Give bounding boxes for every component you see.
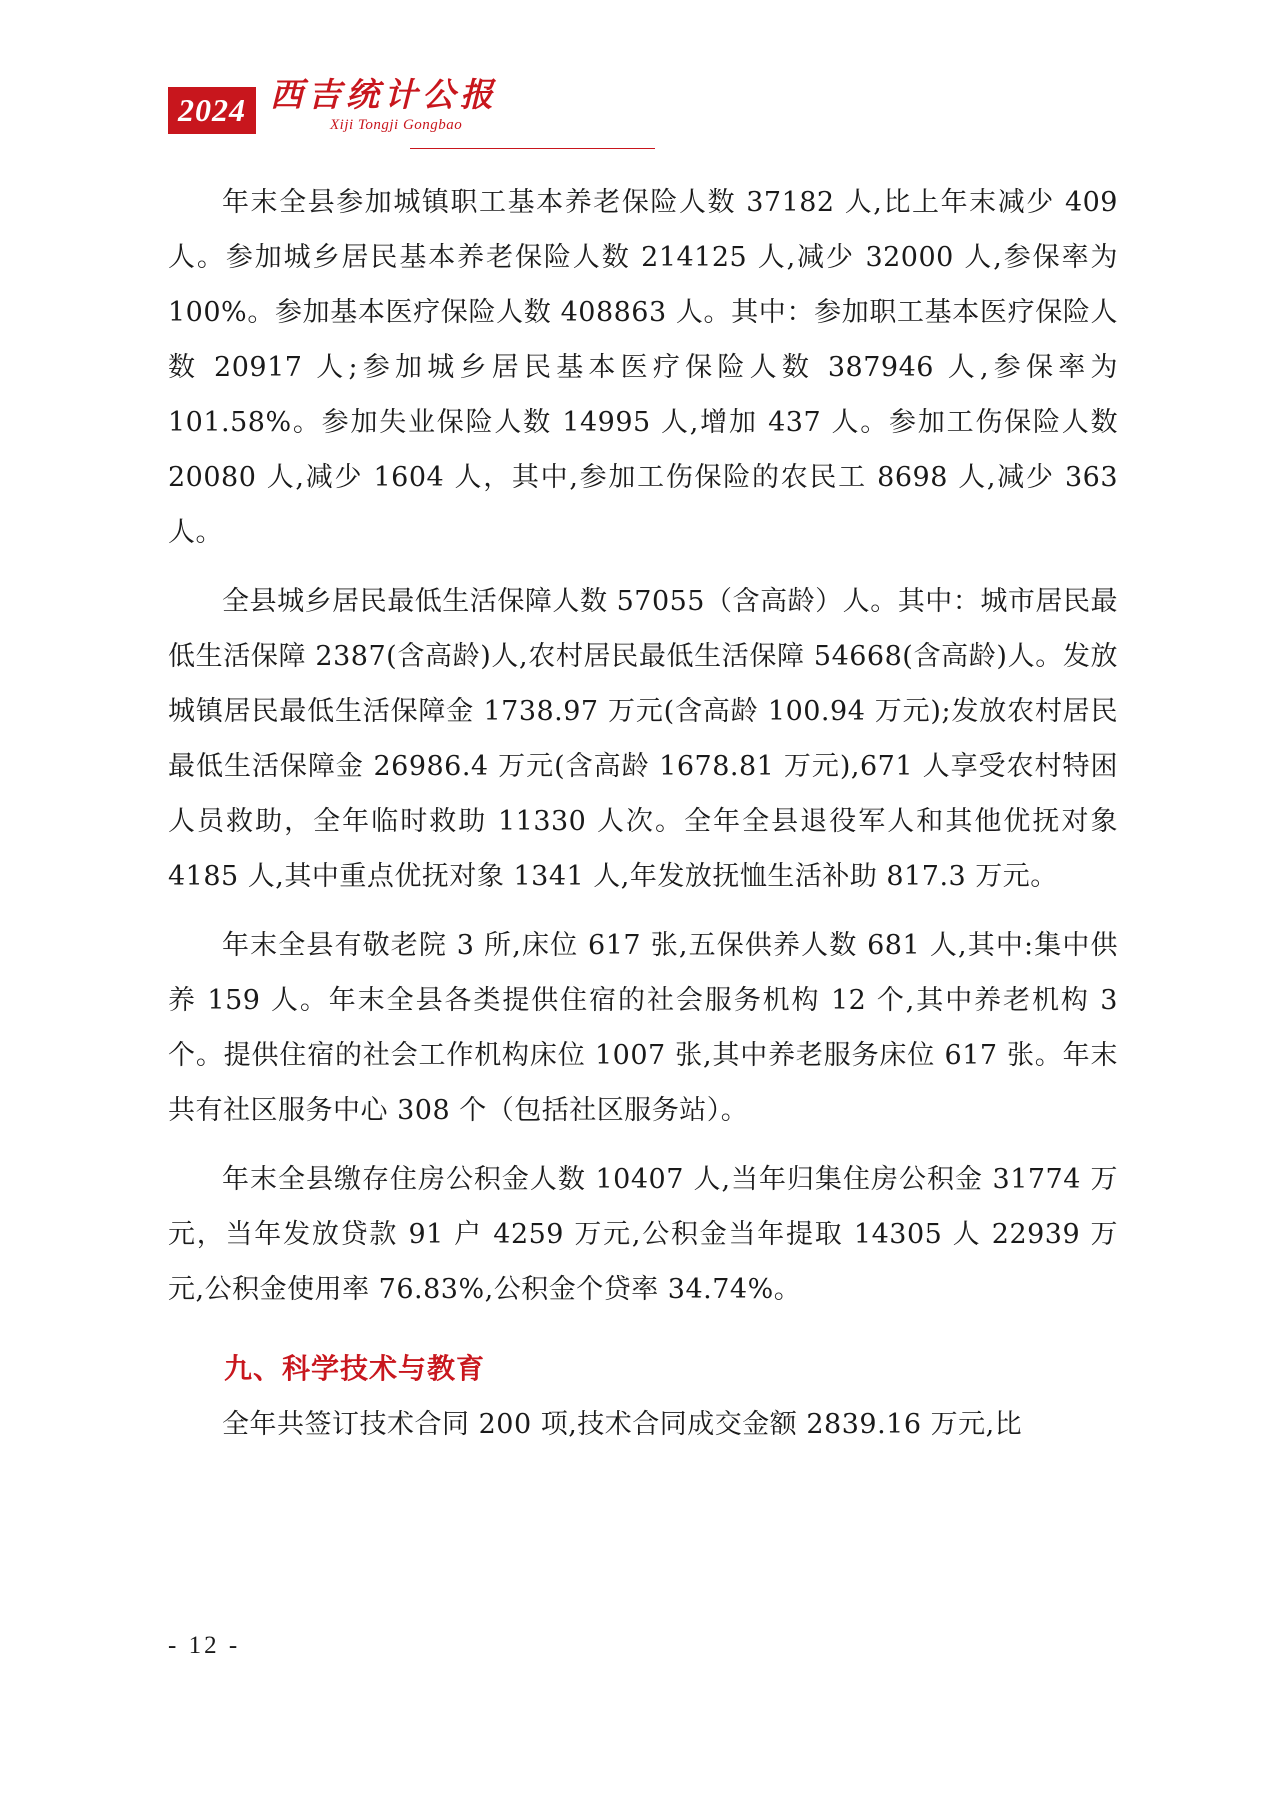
paragraph: 全年共签订技术合同 200 项,技术合同成交金额 2839.16 万元,比 [222, 1409, 1023, 1440]
paragraph: 全县城乡居民最低生活保障人数 57055（含高龄）人。其中：城市居民最低生活保障 2387(含高龄)人,农村居民最低生活保障 54668(含高龄)人。发放城镇居民最低生活保障金 1738.97 万元(含高龄 100.94 万元);发放农村居民最低生活保障金 26986.4 万元(含高龄 1678.81 万元),671 人享受农村特困人员救助，全年临时救助 11330 人次。全年全县退役军人和其他优抚对象 4185 人,其中重点优抚对象 1341 人,年发放抚恤生活补助 817.3 万元。 [168, 586, 1118, 892]
paragraph: 年末全县参加城镇职工基本养老保险人数 37182 人,比上年末减少 409 人。参加城乡居民基本养老保险人数 214125 人,减少 32000 人,参保率为 100%。参加基本医疗保险人数 408863 人。其中：参加职工基本医疗保险人数 20917 人;参加城乡居民基本医疗保险人数 387946 人,参保率为 101.58%。参加失业保险人数 14995 人,增加 437 人。参加工伤保险人数 20080 人,减少 1604 人，其中,参加工伤保险的农民工 8698 人,减少 363 人。 [168, 187, 1119, 548]
year-badge: 2024 [168, 87, 256, 134]
page-header [168, 75, 498, 134]
paragraph: 年末全县缴存住房公积金人数 10407 人,当年归集住房公积金 31774 万元，当年发放贷款 91 户 4259 万元,公积金当年提取 14305 人 22939 万元,公积金使用率 76.83%,公积金个贷率 34.74%。 [168, 1164, 1118, 1305]
document-content [168, 175, 1118, 1466]
header-title-group [270, 75, 498, 134]
section-heading: 九、科学技术与教育 [224, 1352, 486, 1385]
publication-title: 西吉统计公报 [270, 75, 498, 114]
paragraph: 年末全县有敬老院 3 所,床位 617 张,五保供养人数 681 人,其中:集中供养 159 人。年末全县各类提供住宿的社会服务机构 12 个,其中养老机构 3 个。提供住宿的社会工作机构床位 1007 张,其中养老服务床位 617 张。年末共有社区服务中心 308 个（包括社区服务站）。 [168, 930, 1118, 1126]
page-number: - 12 - [168, 1632, 241, 1659]
header-divider [410, 148, 655, 149]
publication-title-pinyin: Xiji Tongji Gongbao [330, 116, 463, 133]
